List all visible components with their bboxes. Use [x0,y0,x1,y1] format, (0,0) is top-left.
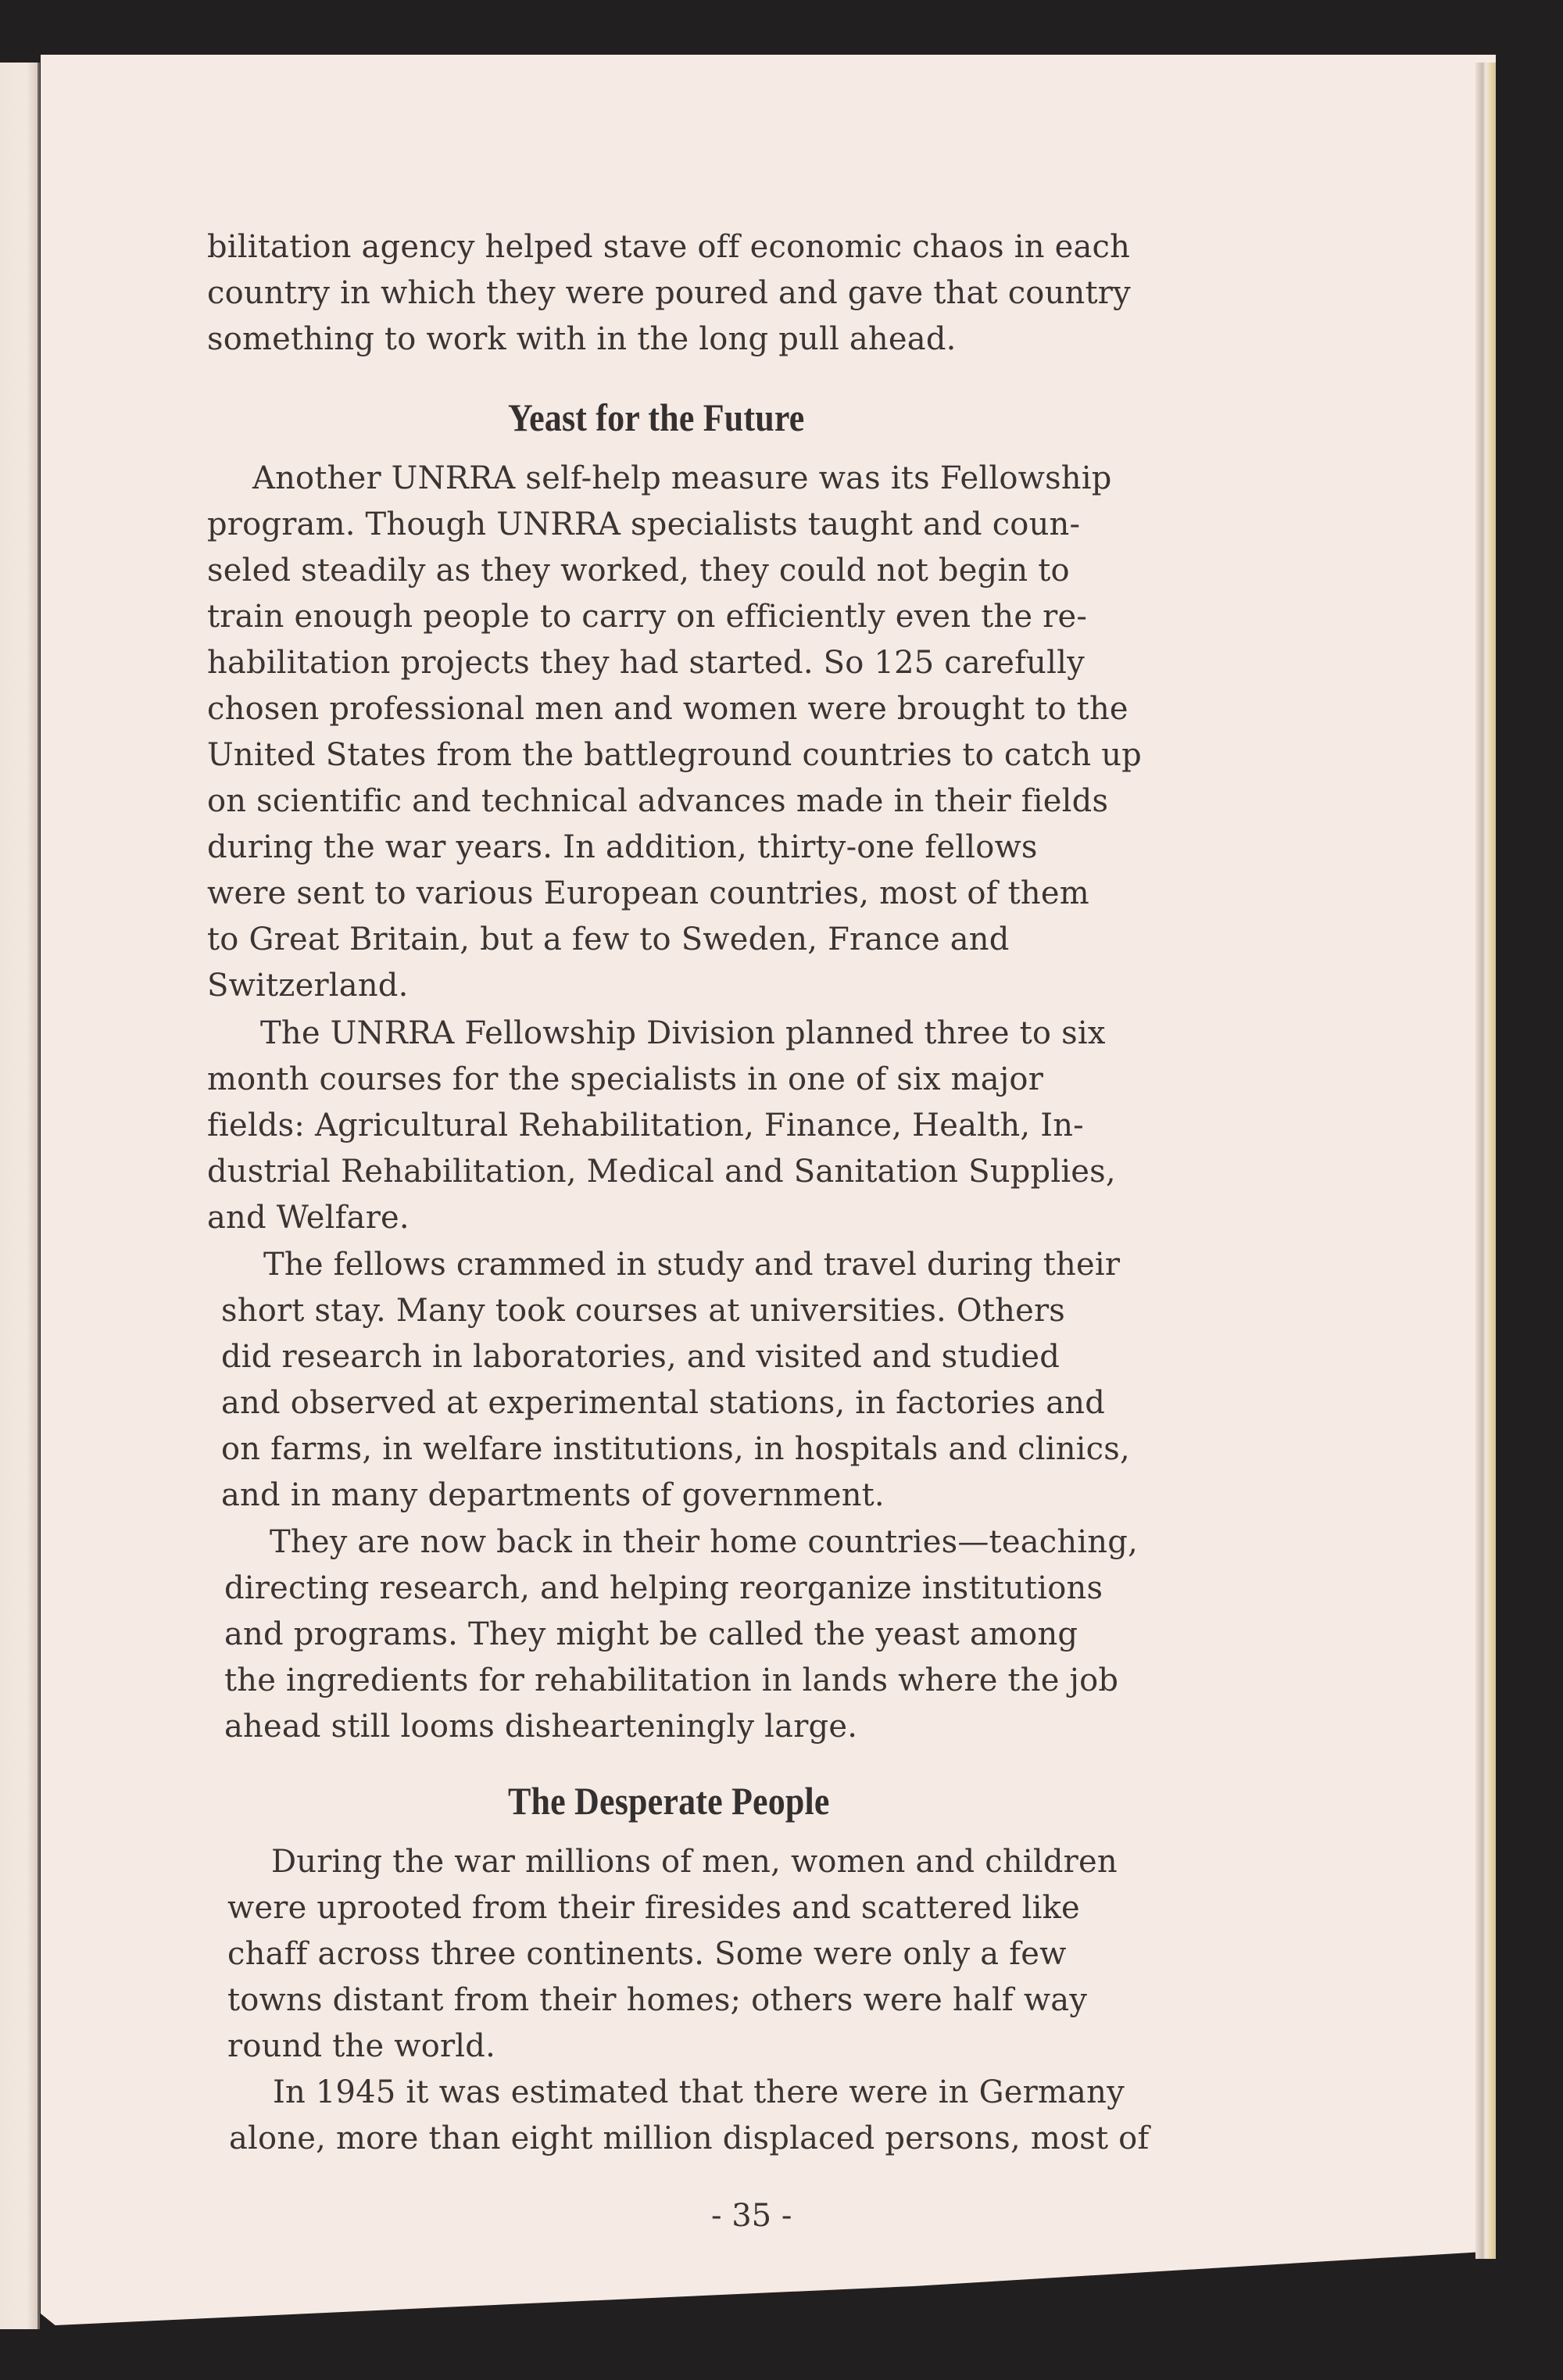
text-line: month courses for the specialists in one of six major [207,1061,1044,1097]
page-number: - 35 - [711,2198,792,2234]
text-line: and Welfare. [207,1200,410,1236]
text-line: During the war millions of men, women and children [271,1844,1118,1880]
text-line: dustrial Rehabilitation, Medical and Sanitation Supplies, [207,1154,1116,1190]
text-line: Another UNRRA self-help measure was its Fellowship [252,460,1112,496]
text-line: round the world. [227,2028,496,2064]
text-line: They are now back in their home countries—teaching, [270,1524,1138,1560]
text-line: on scientific and technical advances made in their fields [207,783,1109,819]
text-line: chaff across three continents. Some were only a few [227,1936,1067,1972]
text-line: directing research, and helping reorganize institutions [224,1570,1103,1606]
text-line: habilitation projects they had started. So 125 carefully [207,645,1085,681]
text-line: train enough people to carry on efficiently even the re- [207,599,1088,635]
text-line: United States from the battleground countries to catch up [207,737,1142,773]
text-line: fields: Agricultural Rehabilitation, Finance, Health, In- [207,1108,1084,1143]
text-line: to Great Britain, but a few to Sweden, France and [207,922,1010,957]
text-line: during the war years. In addition, thirty-one fellows [207,829,1038,865]
text-line: and in many departments of government. [221,1477,885,1513]
text-line: seled steadily as they worked, they could not begin to [207,553,1070,589]
page-stack-edge [1475,63,1496,2259]
section-heading-yeast: Yeast for the Future [508,395,805,439]
text-line: did research in laboratories, and visited and studied [221,1339,1060,1375]
text-line: towns distant from their homes; others were half way [227,1982,1088,2018]
text-line: bilitation agency helped stave off economic chaos in each [207,229,1131,265]
text-line: were uprooted from their firesides and scattered like [227,1890,1080,1926]
text-line: Switzerland. [207,968,409,1004]
text-line: program. Though UNRRA specialists taught and coun- [207,506,1081,542]
text-line: were sent to various European countries, most of them [207,875,1089,911]
text-line: and programs. They might be called the yeast among [224,1616,1078,1652]
text-line: on farms, in welfare institutions, in hospitals and clinics, [221,1431,1130,1467]
text-line: The UNRRA Fellowship Division planned three to six [260,1015,1106,1051]
text-line: chosen professional men and women were brought to the [207,691,1128,727]
text-line: ahead still looms dishearteningly large. [224,1709,858,1745]
text-line: In 1945 it was estimated that there were in Germany [273,2074,1125,2110]
text-line: short stay. Many took courses at universities. Others [221,1293,1066,1329]
section-heading-desperate: The Desperate People [508,1779,830,1823]
text-line: and observed at experimental stations, in factories and [221,1385,1106,1421]
facing-page-edge [0,63,40,2329]
text-line: country in which they were poured and gave that country [207,275,1131,311]
text-line: The fellows crammed in study and travel during their [263,1247,1121,1283]
text-line: something to work with in the long pull ahead. [207,321,957,357]
text-line: the ingredients for rehabilitation in lands where the job [224,1662,1119,1698]
text-line: alone, more than eight million displaced persons, most of [229,2121,1150,2156]
